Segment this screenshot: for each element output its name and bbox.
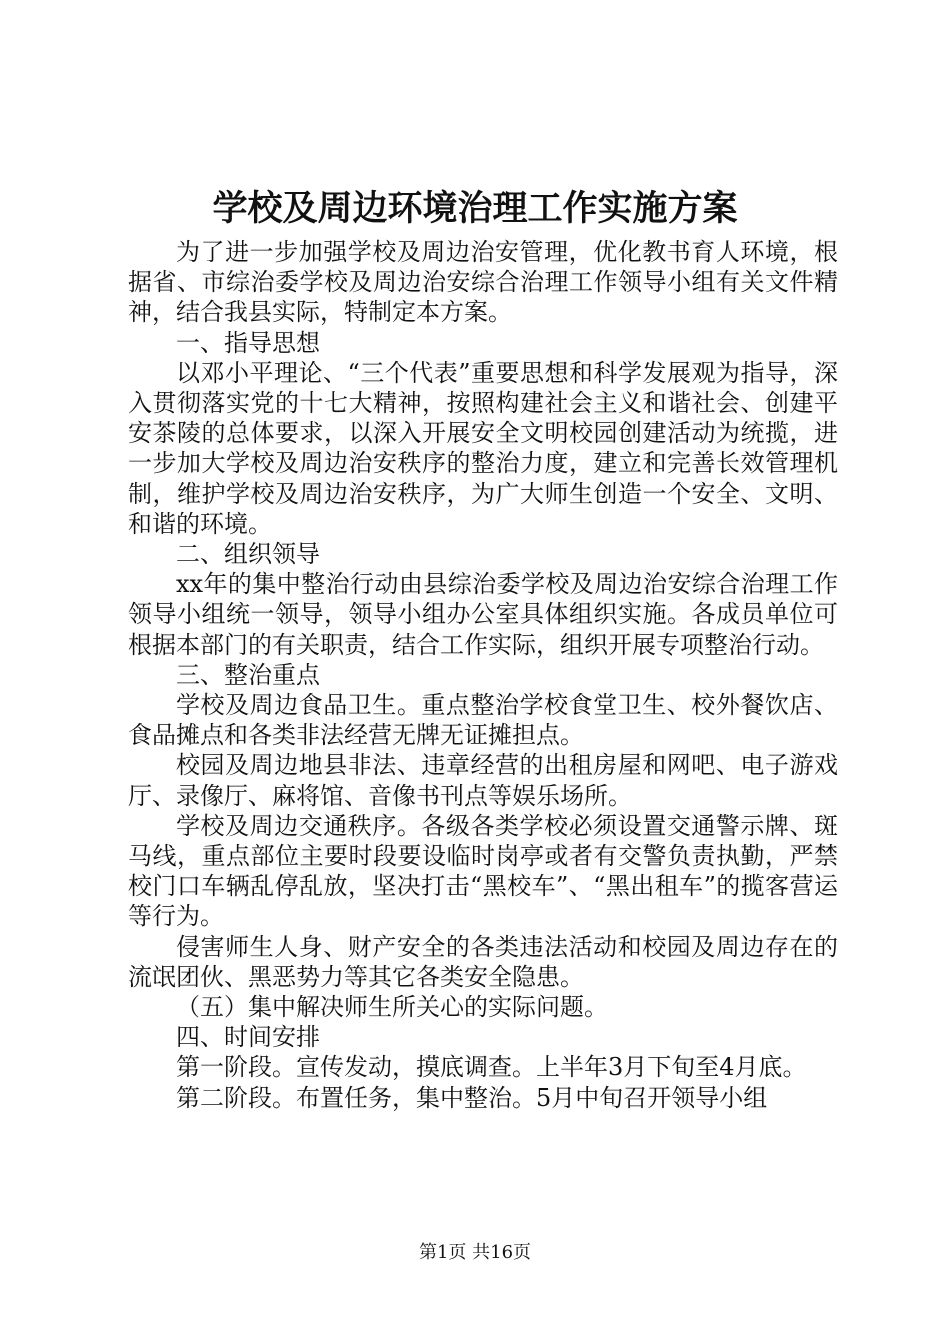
schedule-phase-one: 第一阶段。宣传发动，摸底调查。上半年3月下旬至4月底。 bbox=[176, 1053, 807, 1082]
document-body bbox=[128, 237, 838, 1113]
organization-paragraph: xx年的集中整治行动由县综治委学校及周边治安综合治理工作领导小组统一领导，领导小组办公室具体组织实施。各成员单位可根据本部门的有关职责，结合工作实际，组织开展专项整治行动。 bbox=[128, 570, 838, 659]
section-heading-organization: 二、组织领导 bbox=[176, 540, 320, 569]
key-point-practical-issues: （五）集中解决师生所关心的实际问题。 bbox=[176, 993, 608, 1022]
key-point-food-hygiene: 学校及周边食品卫生。重点整治学校食堂卫生、校外餐饮店、食品摊点和各类非法经营无牌无证摊担点。 bbox=[128, 691, 838, 750]
intro-paragraph: 为了进一步加强学校及周边治安管理，优化教书育人环境，根据省、市综治委学校及周边治安综合治理工作领导小组有关文件精神，结合我县实际，特制定本方案。 bbox=[128, 238, 838, 327]
key-point-rental-entertainment: 校园及周边地县非法、违章经营的出租房屋和网吧、电子游戏厅、录像厅、麻将馆、音像书刊点等娱乐场所。 bbox=[128, 751, 838, 810]
key-point-safety-hazards: 侵害师生人身、财产安全的各类违法活动和校园及周边存在的流氓团伙、黑恶势力等其它各类安全隐患。 bbox=[128, 932, 838, 991]
page-number-footer: 第1页 共16页 bbox=[418, 1242, 532, 1263]
schedule-phase-two: 第二阶段。布置任务，集中整治。5月中旬召开领导小组 bbox=[176, 1083, 768, 1112]
key-point-traffic-order: 学校及周边交通秩序。各级各类学校必须设置交通警示牌、斑马线，重点部位主要时段要设临时岗亭或者有交警负责执勤，严禁校门口车辆乱停乱放，坚决打击“黑校车”、“黑出租车”的揽客营运等行为。 bbox=[128, 811, 838, 931]
document-title: 学校及周边环境治理工作实施方案 bbox=[212, 188, 738, 229]
guiding-thought-paragraph: 以邓小平理论、“三个代表”重要思想和科学发展观为指导，深入贯彻落实党的十七大精神，按照构建社会主义和谐社会、创建平安茶陵的总体要求，以深入开展安全文明校园创建活动为统揽，进一步加大学校及周边治安秩序的整治力度，建立和完善长效管理机制，维护学校及周边治安秩序，为广大师生创造一个安全、文明、和谐的环境。 bbox=[128, 358, 838, 538]
section-heading-schedule: 四、时间安排 bbox=[176, 1023, 320, 1052]
section-heading-guiding-thought: 一、指导思想 bbox=[176, 328, 320, 357]
section-heading-key-points: 三、整治重点 bbox=[176, 660, 320, 689]
